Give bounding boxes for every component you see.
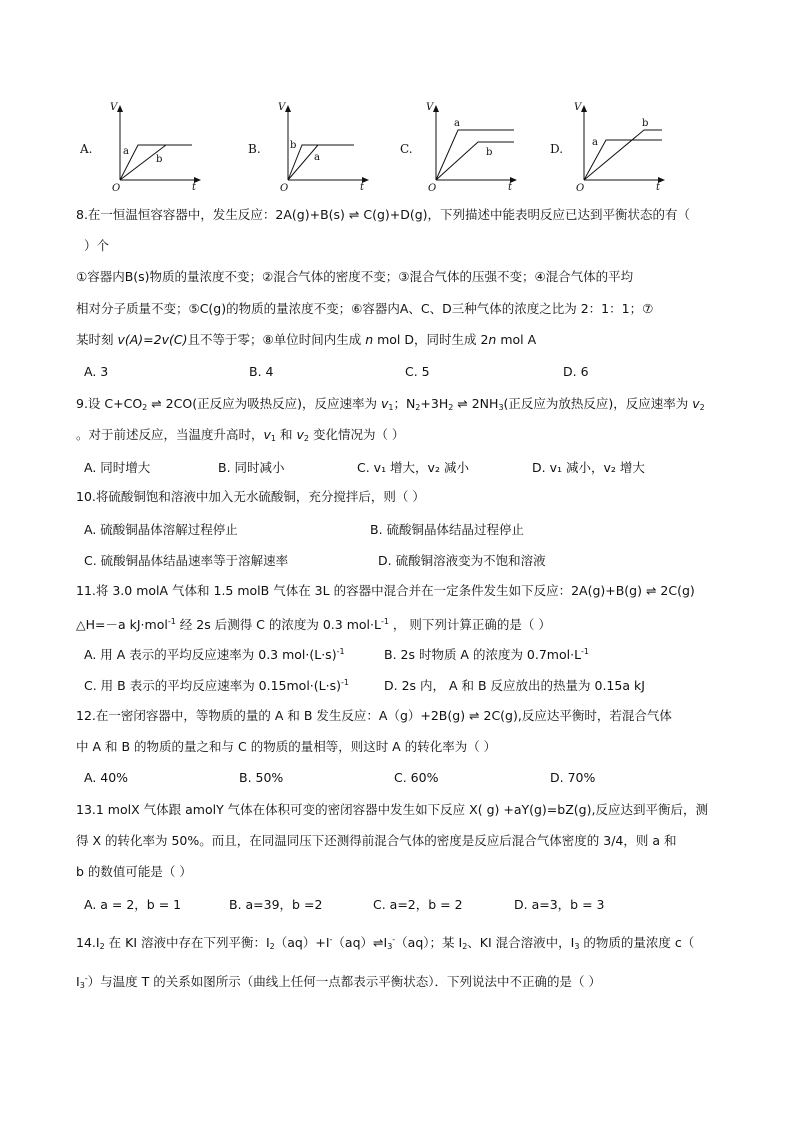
q10-option-b: B. 硫酸铜晶体结晶过程停止 (370, 522, 525, 537)
text-run: n (488, 332, 497, 347)
subscript: 3 (574, 942, 580, 951)
q14-line-2 (76, 970, 601, 995)
text-run: v (296, 427, 304, 442)
y-axis-arrow (117, 105, 123, 112)
text-run: ， 则下列计算正确的是（ ） (388, 617, 551, 632)
text-run: 某时刻 (76, 332, 118, 347)
q12-option-a: A. 40% (84, 770, 129, 785)
subscript: 1 (388, 403, 394, 412)
text-run: mol D，同时生成 2 (373, 332, 489, 347)
y-axis-label: V (278, 102, 286, 113)
curve-b-label: b (486, 147, 493, 158)
curve-a-label: a (314, 152, 320, 163)
velocity-time-graph (566, 100, 686, 195)
superscript: -1 (167, 617, 176, 626)
text-run: 和 (276, 427, 297, 442)
q12-line-2: 中 A 和 B 的物质的量之和与 C 的物质的量相等，则这时 A 的转化率为（ ） (76, 739, 497, 754)
q8-option-b: B. 4 (249, 364, 274, 379)
text-run: （aq）+I (274, 935, 330, 950)
q10-option-d: D. 硫酸铜溶液变为不饱和溶液 (378, 553, 546, 568)
velocity-time-graph (418, 100, 533, 195)
text-run: 变化情况为（ ） (308, 427, 405, 442)
superscript: - (329, 935, 333, 944)
q11-line-2 (76, 613, 551, 634)
text-run: (正反应为放热反应)，反应速率为 (503, 396, 693, 411)
y-axis-label: V (426, 102, 434, 113)
velocity-time-graph (270, 100, 385, 195)
graph-option-d (550, 100, 680, 195)
q12-option-b: B. 50% (239, 770, 284, 785)
curve-b (288, 145, 354, 180)
q13-line-1: 13.1 molX 气体跟 amolY 气体在体积可变的密闭容器中发生如下反应 X( g) +aY(g)=bZ(g),反应达到平衡后，测 (76, 802, 708, 817)
subscript: 2 (448, 403, 454, 412)
superscript: -1 (340, 678, 349, 687)
text-run: 9.设 C+CO (76, 396, 143, 411)
q8-line-2: ）个 (84, 238, 110, 253)
text-run: △H=－a kJ·mol (76, 617, 168, 632)
q8-line-3: ①容器内B(s)物质的量浓度不变；②混合气体的密度不变；③混合气体的压强不变；④混合气体的平均 (76, 269, 634, 284)
origin-label: O (280, 183, 289, 194)
text-run: +3H (420, 396, 449, 411)
text-run: v (692, 396, 700, 411)
graph-option-b (248, 100, 378, 195)
curve-a (288, 145, 354, 180)
q14-line-1 (76, 931, 694, 956)
text-run: ⇌ 2NH (453, 396, 499, 411)
q11-option-c (84, 676, 349, 694)
x-axis-label: t (192, 182, 197, 193)
curve-b-label: b (290, 140, 297, 151)
x-axis-label: t (656, 182, 661, 193)
y-axis-arrow (433, 105, 439, 112)
subscript: 3 (79, 981, 85, 990)
curve-a-label: a (123, 146, 129, 157)
q8-line-1: 8.在一恒温恒容容器中，发生反应：2A(g)+B(s) ⇌ C(g)+D(g)，下列描述中能表明反应已达到平衡状态的有（ (76, 207, 691, 222)
subscript: 2 (303, 434, 309, 443)
q12-option-d: D. 70% (550, 770, 596, 785)
subscript: 2 (142, 403, 148, 412)
q11-option-a (84, 645, 345, 663)
subscript: 2 (699, 403, 705, 412)
q11-option-b (384, 645, 589, 663)
text-run: （aq）⇌I (332, 935, 388, 950)
y-axis-arrow (285, 105, 291, 112)
superscript: - (84, 974, 88, 983)
origin-label: O (112, 183, 121, 194)
option-label: B. (248, 142, 261, 156)
velocity-time-graph (102, 100, 217, 195)
text-run: v(A)=2v(C) (117, 332, 188, 347)
curve-a-label: a (454, 118, 460, 129)
graph-options-row (80, 100, 720, 195)
y-axis-label: V (574, 102, 582, 113)
superscript: -1 (380, 617, 389, 626)
q12-line-1: 12.在一密闭容器中，等物质的量的 A 和 B 发生反应：A（g）+2B(g) ⇌ 2C(g),反应达平衡时，若混合气体 (76, 708, 672, 723)
q13-option-b: B. a=39，b =2 (229, 897, 323, 912)
q10-option-c: C. 硫酸铜晶体结晶速率等于溶解速率 (84, 553, 289, 568)
q11-line-1: 11.将 3.0 molA 气体和 1.5 molB 气体在 3L 的容器中混合并在一定条件发生如下反应：2A(g)+B(g) ⇌ 2C(g) (76, 583, 695, 598)
subscript: 2 (99, 942, 105, 951)
x-axis-label: t (508, 182, 513, 193)
text-run: 、KI 混合溶液中，I (467, 935, 575, 950)
text-run: v (263, 427, 271, 442)
text-run: v (380, 396, 389, 411)
q9-line-1 (76, 395, 705, 417)
origin-label: O (428, 183, 437, 194)
subscript: 2 (462, 942, 468, 951)
q12-option-c: C. 60% (394, 770, 439, 785)
graph-option-a (80, 100, 210, 195)
text-run: C. 用 B 表示的平均反应速率为 0.15mol·(L·s) (84, 678, 341, 693)
x-axis-label: t (360, 182, 365, 193)
q8-option-c: C. 5 (405, 364, 430, 379)
subscript: 2 (269, 942, 275, 951)
text-run: （aq）；某 I (395, 935, 463, 950)
q13-option-c: C. a=2，b = 2 (373, 897, 463, 912)
text-run: n (365, 332, 374, 347)
curve-b-label: b (642, 118, 649, 129)
q10-line-1: 10.将硫酸铜饱和溶液中加入无水硫酸铜，充分搅拌后，则（ ） (76, 489, 425, 504)
text-run: A. 用 A 表示的平均反应速率为 0.3 mol·(L·s) (84, 647, 337, 662)
subscript: 2 (415, 403, 421, 412)
q9-option-d: D. v₁ 减小，v₂ 增大 (532, 460, 645, 475)
curve-a (436, 130, 514, 180)
subscript: 3 (387, 942, 393, 951)
text-run: 。对于前述反应，当温度升高时， (76, 427, 264, 442)
curve-b-label: b (156, 154, 163, 165)
superscript: -1 (336, 647, 345, 656)
q9-option-c: C. v₁ 增大，v₂ 减小 (357, 460, 469, 475)
q13-line-3: b 的数值可能是（ ） (76, 864, 192, 879)
q8-line-5 (76, 331, 536, 349)
q8-line-4: 相对分子质量不变；⑤C(g)的物质的量浓度不变；⑥容器内A、C、D三种气体的浓度之比为 2：1：1；⑦ (76, 301, 654, 316)
subscript: 1 (270, 434, 277, 443)
q8-option-a: A. 3 (84, 364, 109, 379)
q10-option-a: A. 硫酸铜晶体溶解过程停止 (84, 522, 238, 537)
text-run: 14.I (76, 935, 100, 950)
superscript: - (392, 935, 396, 944)
text-run: 且不等于零；⑧单位时间内生成 (187, 332, 366, 347)
q13-line-2: 得 X 的转化率为 50%。而且，在同温同压下还测得前混合气体的密度是反应后混合气体密度的 3/4，则 a 和 (76, 833, 677, 848)
q8-option-d: D. 6 (563, 364, 589, 379)
q9-option-a: A. 同时增大 (84, 460, 151, 475)
option-label: C. (400, 142, 413, 156)
text-run: mol A (496, 332, 537, 347)
y-axis-arrow (581, 105, 587, 112)
text-run: I (76, 974, 80, 989)
text-run: B. 2s 时物质 A 的浓度为 0.7mol·L (384, 647, 582, 662)
text-run: 的物质的量浓度 c（ (579, 935, 695, 950)
y-axis-label: V (110, 102, 118, 113)
option-label: D. (550, 142, 564, 156)
text-run: 在 KI 溶液中存在下列平衡：I (104, 935, 270, 950)
q9-line-2 (76, 426, 404, 448)
q13-option-a: A. a = 2，b = 1 (84, 897, 182, 912)
text-run: ⇌ 2CO(正反应为吸热反应)，反应速率为 (147, 396, 381, 411)
graph-option-c (400, 100, 530, 195)
q9-option-b: B. 同时减小 (218, 460, 285, 475)
origin-label: O (576, 183, 585, 194)
q11-option-d: D. 2s 内， A 和 B 反应放出的热量为 0.15a kJ (384, 678, 645, 693)
option-label: A. (80, 142, 93, 156)
subscript: 3 (498, 403, 504, 412)
text-run: ）与温度 T 的关系如图所示（曲线上任何一点都表示平衡状态）．下列说法中不正确的是（ ） (87, 974, 601, 989)
curve-a-label: a (592, 137, 598, 148)
q13-option-d: D. a=3，b = 3 (514, 897, 605, 912)
curve-b (436, 142, 514, 180)
text-run: ；N (393, 396, 416, 411)
superscript: -1 (581, 647, 590, 656)
text-run: 经 2s 后测得 C 的浓度为 0.3 mol·L (175, 617, 381, 632)
